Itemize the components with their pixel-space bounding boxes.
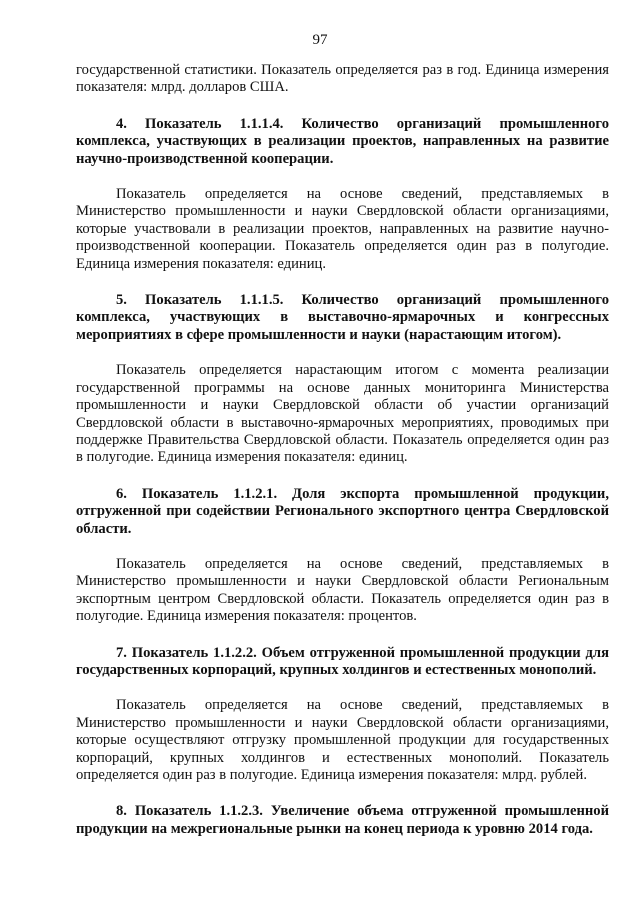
document-body: [76, 62, 609, 838]
spacer: [76, 679, 609, 697]
section-heading-4: 4. Показатель 1.1.1.4. Количество организаций промышленного комплекса, участвующих в реализации проектов, направленных на развитие научно-производственной кооперации.: [76, 115, 609, 167]
section-heading-5: 5. Показатель 1.1.1.5. Количество организаций промышленного комплекса, участвующих в выставочно-ярмарочных и конгрессных мероприятиях в сфере промышленности и науки (нарастающим итогом).: [76, 292, 609, 343]
section-body-7: Показатель определяется на основе сведений, представляемых в Министерство промышленности и науки Свердловской области организациями, которые осуществляют отгрузку промышленной продукции для государственных корпораций, крупных холдингов и естественных монополий. Показатель определяется один раз в полугодие. Единица измерения показателя: млрд. рублей.: [76, 697, 609, 783]
section-heading-8: 8. Показатель 1.1.2.3. Увеличение объема отгруженной промышленной продукции на межрегиональные рынки на конец периода к уровню 2014 года.: [76, 803, 609, 837]
spacer: [76, 273, 609, 292]
spacer: [76, 784, 609, 803]
intro-paragraph: государственной статистики. Показатель определяется раз в год. Единица измерения показателя: млрд. долларов США.: [76, 62, 609, 96]
spacer: [76, 97, 609, 116]
section-heading-7: 7. Показатель 1.1.2.2. Объем отгруженной промышленной продукции для государственных корпораций, крупных холдингов и естественных монополий.: [76, 644, 609, 678]
section-body-5: Показатель определяется нарастающим итогом с момента реализации государственной программы на основе данных мониторинга Министерства промышленности и науки Свердловской области об участии организаций Свердловской области в выставочно-ярмарочных мероприятиях, проводимых при поддержке Правительства Свердловской области. Показатель определяется один раз в полугодие. Единица измерения показателя: единиц.: [76, 362, 609, 466]
section-body-6: Показатель определяется на основе сведений, представляемых в Министерство промышленности и науки Свердловской области Региональным экспортным центром Свердловской области. Показатель определяется один раз в полугодие. Единица измерения показателя: процентов.: [76, 555, 609, 625]
section-body-4: Показатель определяется на основе сведений, представляемых в Министерство промышленности и науки Свердловской области организациями, которые участвовали в реализации проектов, направленных на развитие научно-производственной кооперации. Показатель определяется один раз в полугодие. Единица измерения показателя: единиц.: [76, 186, 609, 272]
spacer: [76, 168, 609, 186]
section-heading-6: 6. Показатель 1.1.2.1. Доля экспорта промышленной продукции, отгруженной при содействии Регионального экспортного центра Свердловской области.: [76, 485, 609, 537]
spacer: [76, 344, 609, 362]
spacer: [76, 538, 609, 556]
spacer: [76, 626, 609, 645]
spacer: [76, 467, 609, 486]
page-number: 97: [312, 32, 328, 48]
